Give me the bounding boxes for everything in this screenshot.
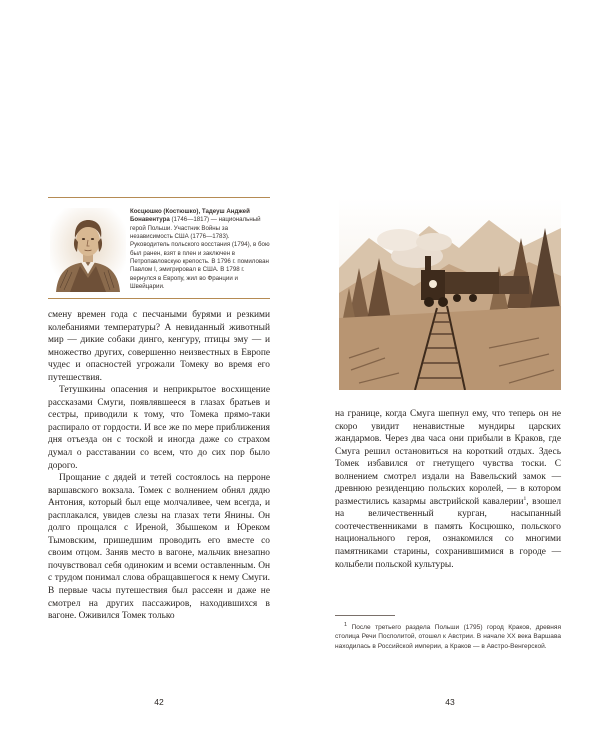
bio-details: (1746—1817) — национальный герой Польши. Участник Войны за независимость США (1776—1783). Руководитель польского восстания (1794), в бою был ранен, взят в плен и заключен в Петропавловскую крепость. В 1796 г. помилован Павлом I, эмигрировал в США. В 1798 г. вернулся в Европу, жил во Франции и Швейцарии. [130, 216, 270, 291]
paragraph: Тетушкины опасения и неприкрытое восхищение рассказами Смуги, появлявшееся в глазах братьев и сестры, приводили к тому, что Томека прямо-таки распирало от гордости. И все же по мере приближения дня отъезда он с тоской и иногда даже со страхом думал о расставании со всем, что до сих пор было дорого. [48, 385, 270, 471]
page-number: 42 [154, 697, 164, 707]
footnote-marker: 1 [523, 495, 527, 502]
kosciuszko-portrait-image [50, 208, 126, 292]
left-page-body [48, 309, 270, 623]
footnote-divider [335, 615, 395, 616]
text-after-footnote: , взошел на величественный курган, насыпанный соотечественниками в память Косцюшко, польского национального героя, ознакомился со многими памятниками старины, сохранившимися в городе — колыбели польской культуры. [335, 496, 561, 570]
text-before-footnote: на границе, когда Смуга шепнул ему, что теперь он не скоро увидит ненавистные мундиры царских жандармов. Через два часа они прибыли в Краков, где Смуга решил остановиться на короткий отдых. Здесь Томек избавился от гнетущего чувства тоски. С волнением смотрел издали на Вавельский замок — древнюю резиденцию польских королей, — в котором разместились казармы австрийской кавалерии [335, 409, 561, 507]
footnote-number: 1 [344, 621, 348, 628]
bio-name: Косцюшко (Костюшко), Тадеуш Анджей Бонавентура [130, 208, 250, 224]
footnote-text: После третьего раздела Польши (1795) город Краков, древняя столица Речи Посполитой, отошел к Австрии. В начале XX века Варшава находилась в Российской империи, а Краков — в Австро-Венгерской. [335, 624, 561, 650]
page-number: 43 [445, 697, 455, 707]
bio-text [130, 208, 270, 291]
paragraph [335, 408, 561, 571]
footnote [335, 623, 561, 651]
paragraph: смену времен года с песчаными бурями и резкими колебаниями температуры? А невиданный животный мир — дикие собаки динго, кенгуру, птицы эму — и множество других, совершенно неизвестных в Европе чудес и опасностей угрожали Томеку во время его путешествия. [48, 310, 270, 383]
train-illustration-image [339, 198, 561, 390]
right-page-body [335, 408, 561, 571]
bio-sidebar [48, 197, 270, 299]
paragraph: Прощание с дядей и тетей состоялось на перроне варшавского вокзала. Томек с волнением обнял дядю Антония, который был еще молчаливее, чем всегда, и расплакался, увидев слезы на глазах тети Янины. Он долго прощался с Иреной, Збышеком и Юреком Тымовским, пришедшим проводить его вместе со своим отцом. Заняв место в вагоне, мальчик внезапно почувствовал себя одиноким и всеми оставленным. Он с трудом понимал слова обращавшегося к нему Смуги. В первые часы путешествия был рассеян и даже не смотрел на других пассажиров, находившихся в вагоне. Оживился Томек только [48, 473, 270, 622]
right-page [300, 0, 600, 750]
